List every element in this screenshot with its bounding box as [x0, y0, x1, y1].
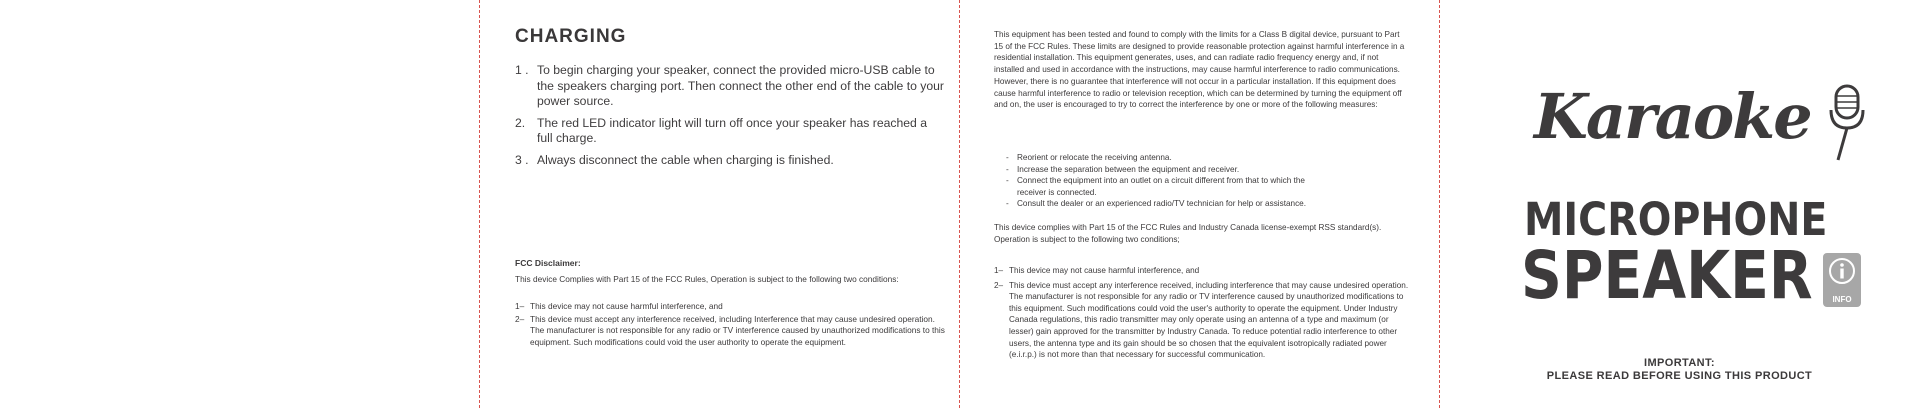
condition-text: This device may not cause harmful interference, and	[530, 301, 723, 311]
step-number: 2.	[515, 115, 526, 130]
fcc-disclaimer-conditions	[515, 301, 945, 350]
microphone-icon	[1810, 70, 1870, 170]
fcc-condition	[515, 314, 945, 348]
condition-number: 2–	[515, 314, 525, 325]
charging-step	[515, 116, 945, 147]
karaoke-script-logo: Karaoke	[1534, 80, 1811, 153]
charging-steps	[515, 63, 945, 174]
charging-step	[515, 153, 945, 169]
info-icon	[1828, 257, 1856, 285]
info-badge	[1823, 253, 1861, 307]
important-notice	[1440, 357, 1919, 383]
step-text: The red LED indicator light will turn off once your speaker has reached a full charge.	[537, 115, 927, 145]
condition-number: 2–	[994, 280, 1004, 290]
charging-step	[515, 63, 945, 110]
ic-condition	[994, 280, 1409, 361]
fcc-disclaimer-intro: This device Complies with Part 15 of the FCC Rules, Operation is subject to the following two conditions:	[515, 274, 899, 284]
product-name-line2: SPEAKER	[1521, 237, 1813, 314]
info-label: INFO	[1832, 295, 1852, 304]
cover-panel	[1440, 0, 1919, 408]
condition-text: This device must accept any interference received, including Interference that may cause undesired operation. The manufacturer is not responsible for any radio or TV interference caused by unauthorized modifications to this equipment. Such modifications could void the user authority to operate the equipment.	[530, 314, 945, 347]
measure-text: Reorient or relocate the receiving antenna.	[1017, 153, 1172, 162]
product-name-line1: MICROPHONE	[1524, 193, 1828, 246]
fcc-condition	[515, 301, 945, 312]
measure-text: Connect the equipment into an outlet on a circuit different from that to which the receiver is connected.	[1017, 176, 1305, 197]
important-heading: IMPORTANT:	[1643, 357, 1715, 369]
condition-number: 1–	[994, 266, 1004, 275]
ic-compliance-paragraph: This device complies with Part 15 of the FCC Rules and Industry Canada license-exempt RSS standard(s). Operation is subject to the following two conditions;	[994, 223, 1382, 244]
step-text: To begin charging your speaker, connect the provided micro-USB cable to the speakers charging port. Then connect the other end of the cable to your power source.	[537, 63, 944, 108]
condition-text: This device may not cause harmful interference, and	[1009, 266, 1200, 275]
charging-panel	[479, 0, 959, 408]
measure-item: - Consult the dealer or an experienced radio/TV technician for help or assistance.	[1006, 199, 1307, 209]
important-message: PLEASE READ BEFORE USING THIS PRODUCT	[1546, 370, 1813, 382]
step-number: 1 .	[515, 63, 529, 77]
measure-text: Increase the separation between the equipment and receiver.	[1017, 164, 1240, 174]
ic-condition	[994, 265, 1409, 277]
measure-item: - Reorient or relocate the receiving antenna.	[1006, 153, 1172, 162]
interference-measures	[1006, 152, 1406, 210]
measure-text: Consult the dealer or an experienced radio/TV technician for help or assistance.	[1017, 199, 1307, 209]
compliance-panel	[960, 0, 1440, 408]
charging-title: CHARGING	[515, 26, 627, 47]
condition-text: This device must accept any interference received, including interference that may cause undesired operation. The manufacturer is not responsible for any radio or TV interference caused by unauthorized modifications to this equipment. Such modifications could void the user's authority to operate the equipment. Under Industry Canada regulations, this radio transmitter may only operate using an antenna of a type and maximum (or lesser) gain approved for the transmitter by Industry Canada. To reduce potential radio interference to other users, the antenna type and its gain should be so chosen that the equivalent isotropically radiated power (e.i.r.p.) is not more than that necessary for successful communication.	[1009, 280, 1409, 360]
compliance-paragraph: This equipment has been tested and found to comply with the limits for a Class B digital device, pursuant to Part 15 of the FCC Rules. These limits are designed to provide reasonable protection against harmful interference in a residential installation. This equipment generates, uses, and can radiate radio frequency energy and, if not installed and used in accordance with the instructions, may cause harmful interference to radio communications. However, there is no guarantee that interference will not occur in a particular installation. If this equipment does cause harmful interference to radio or television reception, which can be determined by turning the equipment off and on, the user is encouraged to try to correct the interference by one or more of the following measures:	[994, 30, 1405, 110]
step-number: 3 .	[515, 152, 529, 167]
ic-conditions	[994, 265, 1409, 364]
condition-number: 1–	[515, 301, 525, 311]
step-text: Always disconnect the cable when charging is finished.	[537, 152, 834, 167]
measure-item: - Increase the separation between the equipment and receiver.	[1006, 164, 1240, 174]
measure-item: - Connect the equipment into an outlet on a circuit different from that to which the receiver is connected.	[1006, 176, 1305, 197]
fcc-disclaimer-title: FCC Disclaimer:	[515, 258, 581, 268]
